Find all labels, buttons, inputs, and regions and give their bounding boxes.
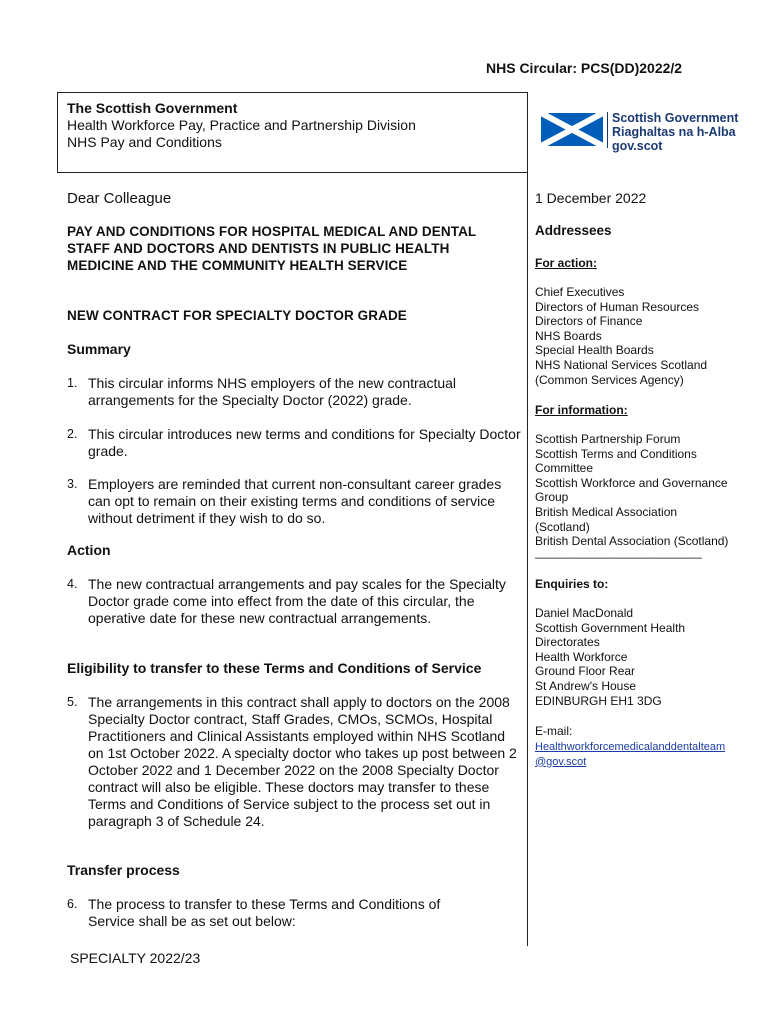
list-item: (Scotland) [535,519,590,534]
paragraph-1 [67,375,522,409]
paragraph-number: 6. [67,897,78,911]
enquiries-list [535,606,755,708]
list-item: Scottish Government Health [535,620,686,635]
paragraph-5 [67,694,522,830]
paragraph-text: The new contractual arrangements and pay scales for the Specialty Doctor grade come into effect from the date of this circular, the operative date for these new contractual arrangements. [88,576,506,626]
list-item: Directors of Human Resources [535,299,700,314]
email-label: E-mail: [535,724,573,738]
paragraph-text: The process to transfer to these Terms and Conditions of Service shall be as set out below: [88,896,441,929]
paragraph-4 [67,576,522,627]
list-item: Scottish Workforce and Governance [535,475,728,490]
paragraph-number: 5. [67,695,78,709]
divider-line: _________________________ [535,544,702,559]
list-item: Directors of Finance [535,314,643,329]
paragraph-number: 4. [67,577,78,591]
list-item: EDINBURGH EH1 3DG [535,693,662,708]
list-item: Scottish Partnership Forum [535,432,681,446]
paragraph-number: 1. [67,376,78,390]
summary-heading: Summary [67,341,131,357]
letter-title: PAY AND CONDITIONS FOR HOSPITAL MEDICAL AND DENTAL STAFF AND DOCTORS AND DENTISTS IN PUBLIC HEALTH MEDICINE AND THE COMMUNITY HEALTH SERVICE [67,224,477,273]
addressees-heading: Addressees [535,223,612,238]
logo-divider [607,112,608,148]
for-action-list [535,285,755,387]
salutation: Dear Colleague [67,190,172,207]
list-item: St Andrew's House [535,678,637,693]
paragraph-text: Employers are reminded that current non-consultant career grades can opt to remain on their existing terms and conditions of service without detriment if they wish to do so. [88,476,502,526]
paragraph-text: This circular informs NHS employers of the new contractual arrangements for the Specialty Doctor (2022) grade. [88,375,457,408]
logo-line-3: gov.scot [612,139,663,153]
letter-date: 1 December 2022 [535,190,647,206]
for-information-label: For information: [535,403,628,417]
header-bottom-border [57,172,527,173]
paragraph-text: This circular introduces new terms and conditions for Specialty Doctor grade. [88,426,521,459]
header-top-border [57,92,527,93]
header-left-border [57,92,58,173]
paragraph-number: 3. [67,477,78,491]
list-item: (Common Services Agency) [535,372,684,387]
division-name: Health Workforce Pay, Practice and Partnership Division [67,117,416,133]
list-item: British Medical Association [535,504,678,519]
paragraph-6 [67,896,522,930]
email-link-line-1[interactable]: Healthworkforcemedicalanddentalteam [535,741,726,753]
paragraph-number: 2. [67,427,78,441]
logo-line-2: Riaghaltas na h-Alba [612,125,736,139]
list-item: Group [535,490,569,505]
email-link-line-2[interactable]: @gov.scot [535,755,587,768]
org-name: The Scottish Government [67,100,238,116]
list-item: Special Health Boards [535,343,654,358]
enquiries-label: Enquiries to: [535,577,609,591]
column-divider [527,92,528,946]
transfer-heading: Transfer process [67,862,180,878]
circular-reference: NHS Circular: PCS(DD)2022/2 [486,60,683,76]
action-heading: Action [67,542,111,558]
header-org-block [67,100,416,151]
logo-line-1: Scottish Government [612,111,739,125]
saltire-flag-icon [541,113,603,146]
eligibility-heading: Eligibility to transfer to these Terms and Conditions of Service [67,660,482,676]
list-item: Ground Floor Rear [535,664,636,679]
list-item: Health Workforce [535,649,628,664]
list-item: Scottish Terms and Conditions [535,446,697,461]
letter-subtitle: NEW CONTRACT FOR SPECIALTY DOCTOR GRADE [67,308,407,323]
email-link[interactable] [535,740,755,769]
for-information-list [535,432,755,559]
paragraph-text: The arrangements in this contract shall apply to doctors on the 2008 Specialty Doctor contract, Staff Grades, CMOs, SCMOs, Hospital Practitioners and Clinical Assistants employed within NHS Scotland on 1st October 2022. A specialty doctor who takes up post between 2 October 2022 and 1 December 2022 on the 2008 Specialty Doctor contract will also be eligible. These doctors may transfer to these Terms and Conditions of Service subject to the process set out in paragraph 3 of Schedule 24. [88,694,517,829]
list-item: NHS National Services Scotland [535,357,708,372]
paragraph-3 [67,476,522,527]
unit-name: NHS Pay and Conditions [67,134,222,150]
list-item: Chief Executives [535,285,625,299]
list-item: Committee [535,461,594,476]
footer-reference: SPECIALTY 2022/23 [70,950,201,966]
logo-wordmark [612,111,738,153]
list-item: Directorates [535,635,600,650]
list-item: Daniel MacDonald [535,606,634,620]
list-item: British Dental Association (Scotland) [535,534,729,549]
for-action-label: For action: [535,256,597,270]
list-item: NHS Boards [535,328,602,343]
paragraph-2 [67,426,522,460]
